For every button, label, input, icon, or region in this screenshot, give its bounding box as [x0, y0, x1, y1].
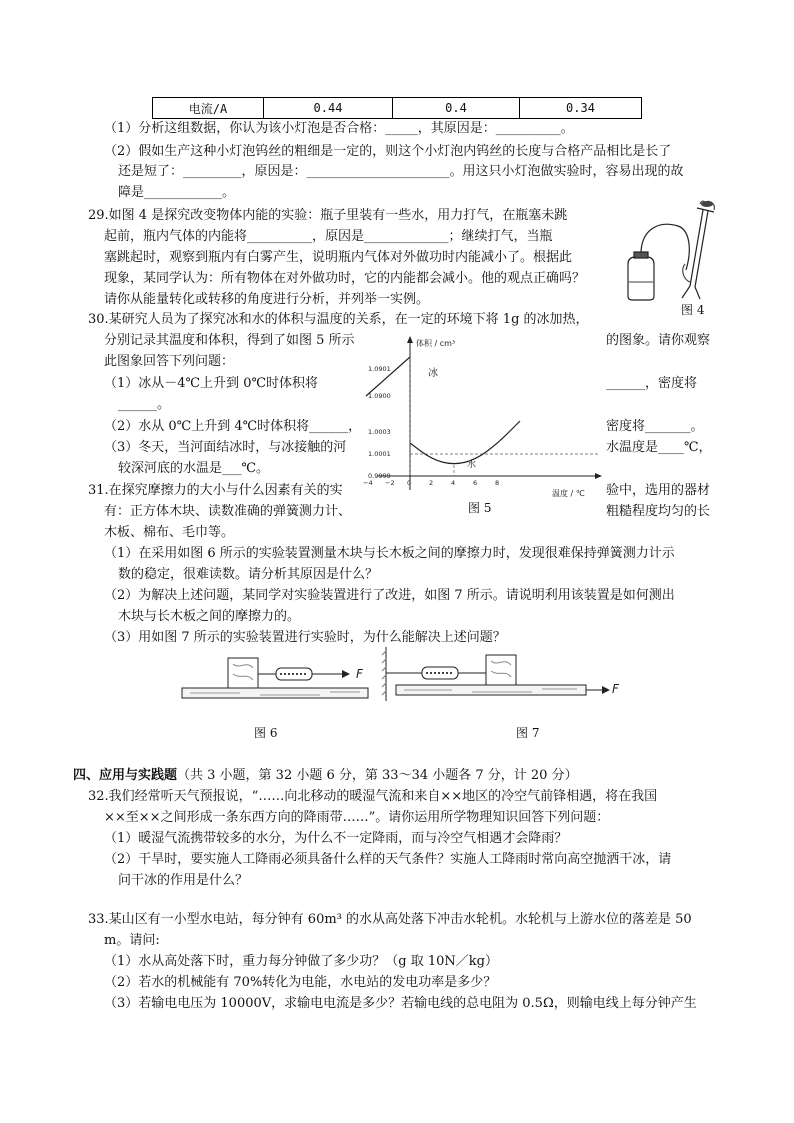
q32-part1: （1）暖湿气流携带较多的水分，为什么不一定降雨，而与冷空气相遇才会降雨？	[104, 831, 568, 846]
q33-part1: （1）水从高处落下时，重力每分钟做了多少功？（g 取 10N／kg）	[104, 954, 498, 969]
q31-part1-cont: 数的稳定，很难读数。请分析其原因是什么？	[118, 567, 379, 582]
force-label-fig6: F	[356, 667, 363, 681]
table-cell: 0.4	[393, 98, 520, 119]
q30-question1-right: ______，密度将	[606, 376, 698, 391]
q31-part2: （2）为解决上述问题，某同学对实验装置进行了改进，如图 7 所示。请说明利用该装置是如何测出	[104, 588, 675, 603]
q32-part2-cont: 问干冰的作用是什么？	[118, 873, 249, 888]
x-axis-arrow	[595, 473, 602, 479]
q31-part2-cont: 木块与长木板之间的摩擦力的。	[118, 609, 301, 624]
force-label-fig7: F	[612, 682, 619, 696]
q31-line3: 木板、棉布、毛巾等。	[104, 525, 235, 540]
q31-line1-left: 31.在探究摩擦力的大小与什么因素有关的实	[88, 483, 343, 498]
q30-question3-cont: 较深河底的水温是___℃。	[118, 461, 270, 476]
x-tick-label: −2	[385, 479, 395, 487]
q30-line3: 此图象回答下列问题：	[104, 354, 235, 369]
x-tick-label: 4	[451, 479, 456, 487]
q31-part3: （3）用如图 7 所示的实验装置进行实验时，为什么能解决上述问题？	[104, 630, 506, 645]
q32-line1: 32.我们经常听天气预报说，“……向北移动的暖湿气流和来自××地区的冷空气前锋相遇，将在我国	[88, 789, 658, 804]
q33-line1: 33.某山区有一小型水电站，每分钟有 60m³ 的水从高处落下冲击水轮机。水轮机与上游水位的落差是 50	[88, 912, 692, 927]
y-tick-label: 1.0003	[368, 428, 391, 436]
q31-line2-right: 粗糙程度均匀的长	[606, 504, 711, 519]
q29-line3: 塞跳起时，观察到瓶内有白雾产生，说明瓶内气体对外做功时内能减小了。根据此	[104, 250, 573, 265]
figure-4-bottle-pump	[618, 200, 728, 305]
table-cell: 0.34	[520, 98, 642, 119]
q30-line2-right: 的图象。请你观察	[606, 333, 711, 348]
q29-line5: 请你从能量转化或转移的角度进行分析，并列举一实例。	[104, 292, 430, 307]
section-4-heading	[73, 768, 578, 784]
y-axis-arrow	[407, 336, 413, 343]
q30-question2: （2）水从 0℃上升到 4℃时体积将______，	[104, 419, 362, 434]
figure-6-caption: 图 6	[254, 726, 278, 740]
q31-line2-left: 有：正方体木块、读数准确的弹簧测力计、	[104, 504, 352, 519]
y-tick-label: 1.0900	[368, 392, 391, 400]
q30-question2-right: 密度将_______。	[606, 419, 704, 434]
x-tick-label: 6	[473, 479, 478, 487]
ice-label: 冰	[428, 368, 438, 379]
q33-line2: m。请问:	[104, 933, 160, 948]
figure-7-caption: 图 7	[516, 726, 540, 740]
x-tick-label: −4	[363, 479, 373, 487]
figure-5-caption: 图 5	[468, 501, 492, 515]
x-tick-label: 0	[407, 479, 412, 487]
current-table	[152, 97, 642, 119]
q28-part1: （1）分析这组数据，你认为该小灯泡是否合格：_____，其原因是：__________。	[104, 121, 574, 136]
q31-part1: （1）在采用如图 6 所示的实验装置测量木块与长木板之间的摩擦力时，发现很难保持弹簧测力计示	[104, 546, 675, 561]
q29-line4: 现象，某同学认为：所有物体在对外做功时，它的内能都会减小。他的观点正确吗？	[104, 271, 586, 286]
table-row	[153, 98, 642, 119]
q28-part2: （2）假如生产这种小灯泡钨丝的粗细是一定的，则这个小灯泡内钨丝的长度与合格产品相比是长了	[104, 144, 672, 159]
y-tick-label: 1.0001	[368, 450, 391, 458]
x-axis-label: 温度 / ℃	[552, 489, 585, 498]
section-4-title: 四、应用与实践题	[73, 768, 178, 783]
water-series-line	[410, 421, 520, 464]
q29-line2: 起前，瓶内气体的内能将__________，原因是_____________；继续打气，当瓶	[104, 229, 553, 244]
figure-6-friction-setup	[180, 650, 380, 710]
x-tick-label: 8	[495, 479, 500, 487]
q29-line1: 29.如图 4 是探究改变物体内能的实验：瓶子里装有一些水，用力打气，在瓶塞未跳	[88, 208, 568, 223]
x-tick-label: 2	[429, 479, 434, 487]
figure-4-caption: 图 4	[681, 303, 705, 317]
figure-7-friction-setup	[382, 645, 622, 710]
water-label: 水	[467, 460, 477, 470]
q28-part2-line3: 障是____________。	[118, 185, 236, 200]
q33-part3: （3）若输电电压为 10000V，求输电电流是多少？若输电线的总电阻为 0.5Ω，则输电线上每分钟产生	[104, 996, 697, 1011]
q32-part2: （2）干旱时，要实施人工降雨必须具备什么样的天气条件？实施人工降雨时常向高空抛洒干冰，请	[104, 852, 672, 867]
q30-question3: （3）冬天，当河面结冰时，与冰接触的河	[104, 440, 347, 455]
ice-series-line	[366, 357, 410, 396]
q31-line1-right: 验中，选用的器材	[606, 483, 711, 498]
figure-5-volume-temperature-graph	[363, 334, 606, 502]
q32-line2: ××至××之间形成一条东西方向的降雨带……”。请你运用所学物理知识回答下列问题：	[104, 810, 610, 825]
y-tick-label: 0.9999	[368, 472, 391, 480]
q30-question1: （1）冰从－4℃上升到 0℃时体积将	[104, 376, 319, 391]
q28-part2-line2: 还是短了：_________，原因是：______________________。用这只小灯泡做实验时，容易出现的故	[118, 164, 684, 179]
table-header-cell: 电流/A	[153, 98, 264, 119]
q30-line2-left: 分别记录其温度和体积，得到了如图 5 所示	[104, 333, 355, 348]
y-axis-label: 体积 / cm³	[416, 339, 456, 348]
section-4-note: （共 3 小题，第 32 小题 6 分，第 33～34 小题各 7 分，计 20 分）	[177, 768, 578, 783]
q30-line1: 30.某研究人员为了探究冰和水的体积与温度的关系，在一定的环境下将 1g 的冰加热，	[88, 312, 589, 327]
q30-question3-right: 水温度是____℃，	[606, 440, 712, 455]
y-tick-label: 1.0901	[368, 365, 391, 373]
q30-question1-cont: ______。	[118, 397, 171, 412]
q33-part2: （2）若水的机械能有 70%转化为电能，水电站的发电功率是多少？	[104, 975, 497, 990]
table-cell: 0.44	[264, 98, 393, 119]
